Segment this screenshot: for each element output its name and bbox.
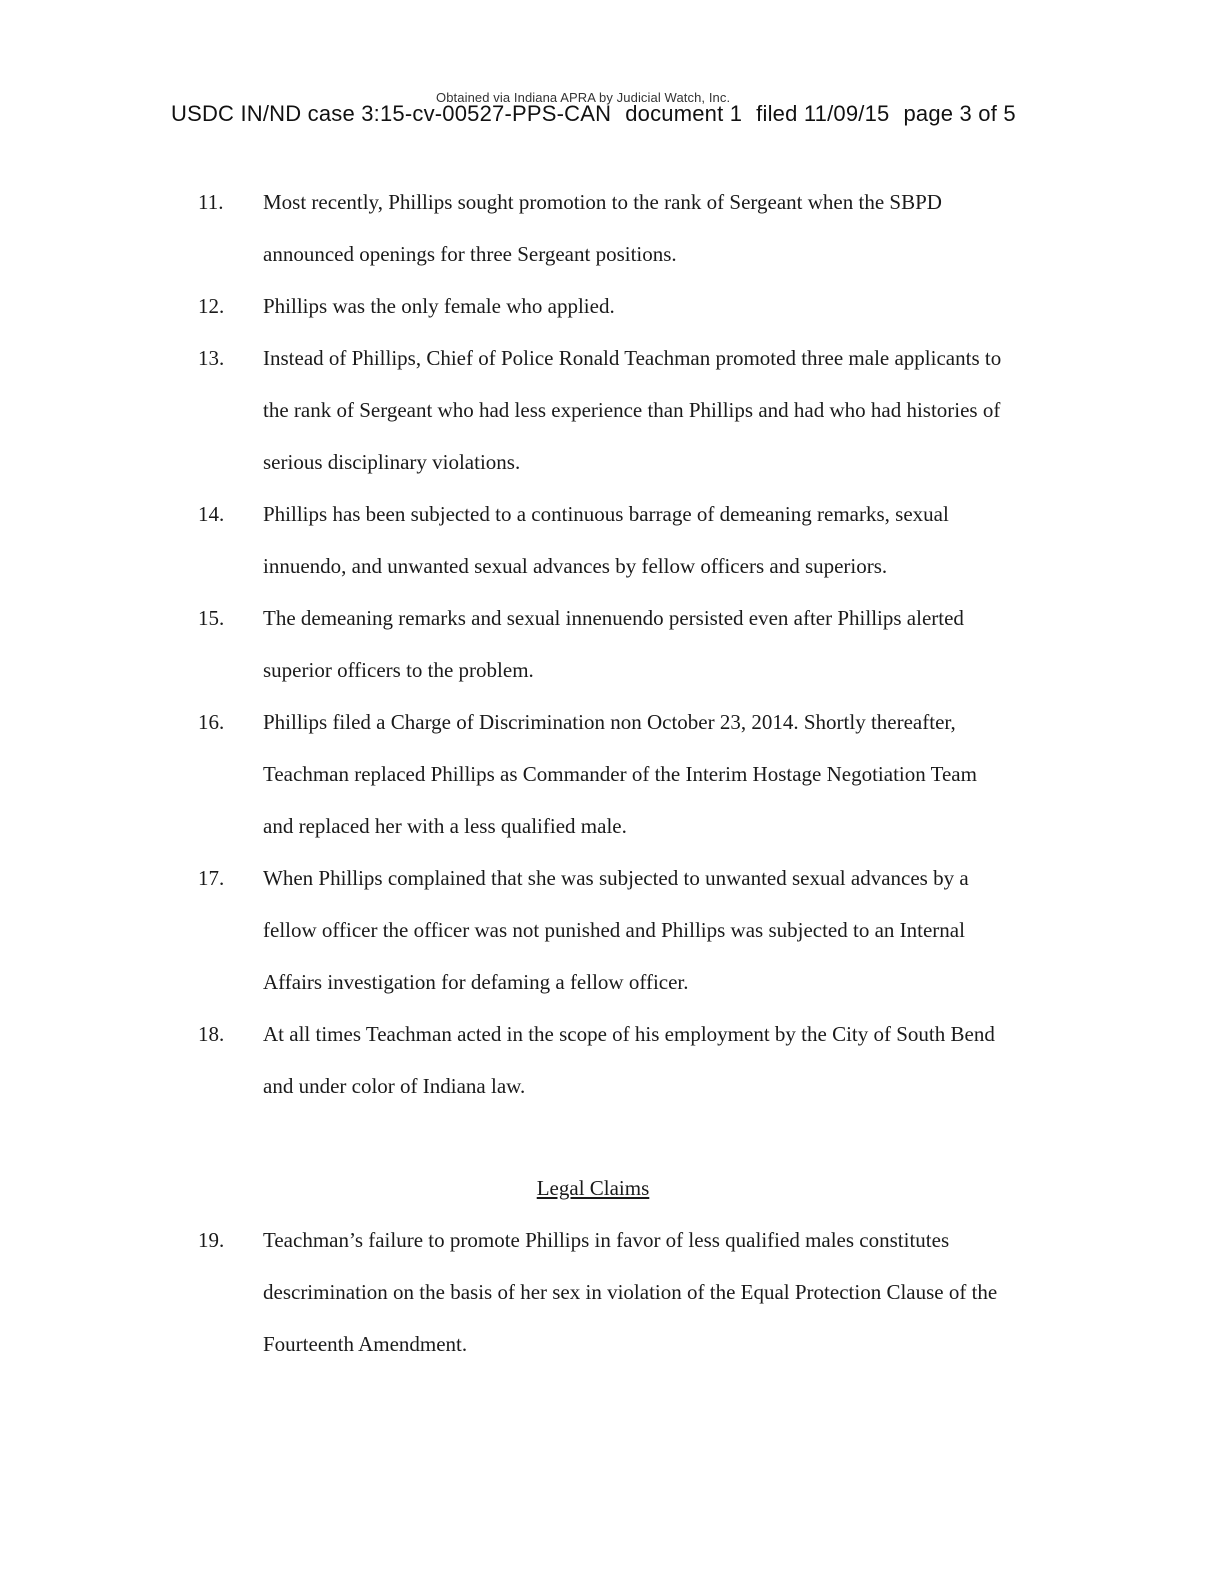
paragraph-13	[198, 332, 1018, 488]
paragraph-19	[198, 1214, 1018, 1370]
paragraph-text: Phillips has been subjected to a continuous barrage of demeaning remarks, sexual innuendo, and unwanted sexual advances by fellow officers and superiors.	[263, 502, 949, 578]
document-body	[198, 176, 1018, 1370]
paragraph-16	[198, 696, 1018, 852]
paragraph-text: Most recently, Phillips sought promotion to the rank of Sergeant when the SBPD announced openings for three Sergeant positions.	[263, 190, 942, 266]
case-number: USDC IN/ND case 3:15-cv-00527-PPS-CAN	[171, 101, 612, 126]
paragraph-text: When Phillips complained that she was subjected to unwanted sexual advances by a fellow officer the officer was not punished and Phillips was subjected to an Internal Affairs investigation for defaming a fellow officer.	[263, 866, 969, 994]
page-number: page 3 of 5	[903, 101, 1016, 126]
paragraph-text: The demeaning remarks and sexual innenuendo persisted even after Phillips alerted superior officers to the problem.	[263, 606, 964, 682]
filed-date: filed 11/09/15	[756, 101, 890, 126]
paragraph-text: Teachman’s failure to promote Phillips in favor of less qualified males constitutes descrimination on the basis of her sex in violation of the Equal Protection Clause of the Fourteenth Amendment.	[263, 1228, 998, 1356]
paragraph-text: At all times Teachman acted in the scope of his employment by the City of South Bend and under color of Indiana law.	[263, 1022, 995, 1098]
paragraph-12	[198, 280, 1018, 332]
paragraph-number: 17.	[198, 866, 225, 890]
paragraph-number: 13.	[198, 346, 225, 370]
watermark-text: Obtained via Indiana APRA by Judicial Watch, Inc.	[436, 90, 731, 105]
paragraph-15	[198, 592, 1018, 696]
section-title-legal-claims: Legal Claims	[536, 1176, 650, 1200]
paragraph-number: 15.	[198, 606, 225, 630]
paragraph-number: 14.	[198, 502, 225, 526]
paragraph-number: 11.	[198, 190, 224, 214]
paragraph-number: 12.	[198, 294, 225, 318]
paragraph-text: Phillips was the only female who applied.	[263, 294, 615, 318]
paragraph-text: Instead of Phillips, Chief of Police Ronald Teachman promoted three male applicants to the rank of Sergeant who had less experience than Phillips and had who had histories of serious disciplinary violations.	[263, 346, 1002, 474]
case-header	[171, 101, 1016, 127]
paragraph-number: 16.	[198, 710, 225, 734]
paragraph-number: 18.	[198, 1022, 225, 1046]
paragraph-14	[198, 488, 1018, 592]
paragraph-text: Phillips filed a Charge of Discrimination non October 23, 2014. Shortly thereafter, Teachman replaced Phillips as Commander of the Interim Hostage Negotiation Team and replaced her with a less qualified male.	[263, 710, 977, 838]
paragraph-number: 19.	[198, 1228, 225, 1252]
paragraph-18	[198, 1008, 1018, 1112]
paragraph-17	[198, 852, 1018, 1008]
paragraph-11	[198, 176, 1018, 280]
document-number: document 1	[625, 101, 743, 126]
